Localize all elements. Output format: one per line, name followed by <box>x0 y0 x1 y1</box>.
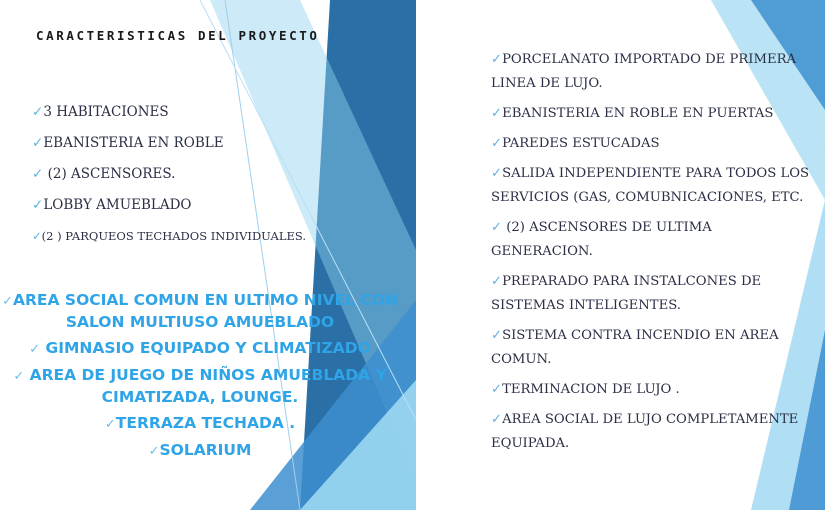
check-icon: ✓ <box>32 104 44 120</box>
list-item: ✓TERMINACION DE LUJO . <box>491 382 680 397</box>
check-icon: ✓ <box>32 197 44 213</box>
list-item: ✓LOBBY AMUEBLADO <box>32 197 192 213</box>
highlight-item: ✓AREA SOCIAL COMUN EN ULTIMO NIVEL CON SALON MULTIUSO AMUEBLADO <box>2 291 398 331</box>
list-item: ✓EBANISTERIA EN ROBLE <box>32 135 224 151</box>
list-item: ✓PREPARADO PARA INSTALCONES DE SISTEMAS INTELIGENTES. <box>491 274 762 313</box>
highlight-item: ✓SOLARIUM <box>148 441 252 459</box>
list-item: ✓ (2) ASCENSORES. <box>32 166 176 182</box>
slide-right <box>421 0 825 510</box>
check-icon: ✓ <box>29 342 41 357</box>
list-item: ✓ (2) ASCENSORES DE ULTIMA GENERACION. <box>491 220 712 259</box>
check-icon: ✓ <box>491 382 503 397</box>
check-icon: ✓ <box>491 106 503 121</box>
feature-list <box>32 100 352 255</box>
highlight-item: ✓ GIMNASIO EQUIPADO Y CLIMATIZADO <box>29 339 371 357</box>
check-icon: ✓ <box>13 369 25 384</box>
check-icon: ✓ <box>32 135 44 151</box>
check-icon: ✓ <box>491 166 503 181</box>
feature-list <box>491 48 817 462</box>
check-icon: ✓ <box>104 417 116 432</box>
highlight-item: ✓TERRAZA TECHADA . <box>104 414 296 432</box>
page-title: CARACTERISTICAS DEL PROYECTO <box>36 28 320 43</box>
list-item: ✓SALIDA INDEPENDIENTE PARA TODOS LOS SERVICIOS (GAS, COMUBNICACIONES, ETC. <box>491 166 810 205</box>
list-item: ✓SISTEMA CONTRA INCENDIO EN AREA COMUN. <box>491 328 779 367</box>
list-item: ✓AREA SOCIAL DE LUJO COMPLETAMENTE EQUIPADA. <box>491 412 799 451</box>
check-icon: ✓ <box>2 294 13 309</box>
amenities-list <box>0 290 400 467</box>
list-item: ✓3 HABITACIONES <box>32 104 169 120</box>
check-icon: ✓ <box>491 136 503 151</box>
check-icon: ✓ <box>32 229 42 243</box>
list-item: ✓(2 ) PARQUEOS TECHADOS INDIVIDUALES. <box>32 229 306 243</box>
list-item: ✓PAREDES ESTUCADAS <box>491 136 660 151</box>
check-icon: ✓ <box>148 444 160 459</box>
list-item: ✓PORCELANATO IMPORTADO DE PRIMERA LINEA DE LUJO. <box>491 52 797 91</box>
list-item: ✓EBANISTERIA EN ROBLE EN PUERTAS <box>491 106 774 121</box>
check-icon: ✓ <box>491 328 503 343</box>
check-icon: ✓ <box>491 274 503 289</box>
check-icon: ✓ <box>491 52 503 67</box>
check-icon: ✓ <box>491 220 503 235</box>
check-icon: ✓ <box>491 412 503 427</box>
check-icon: ✓ <box>32 166 44 182</box>
highlight-item: ✓ AREA DE JUEGO DE NIÑOS AMUEBLADA Y CIMATIZADA, LOUNGE. <box>13 366 387 406</box>
